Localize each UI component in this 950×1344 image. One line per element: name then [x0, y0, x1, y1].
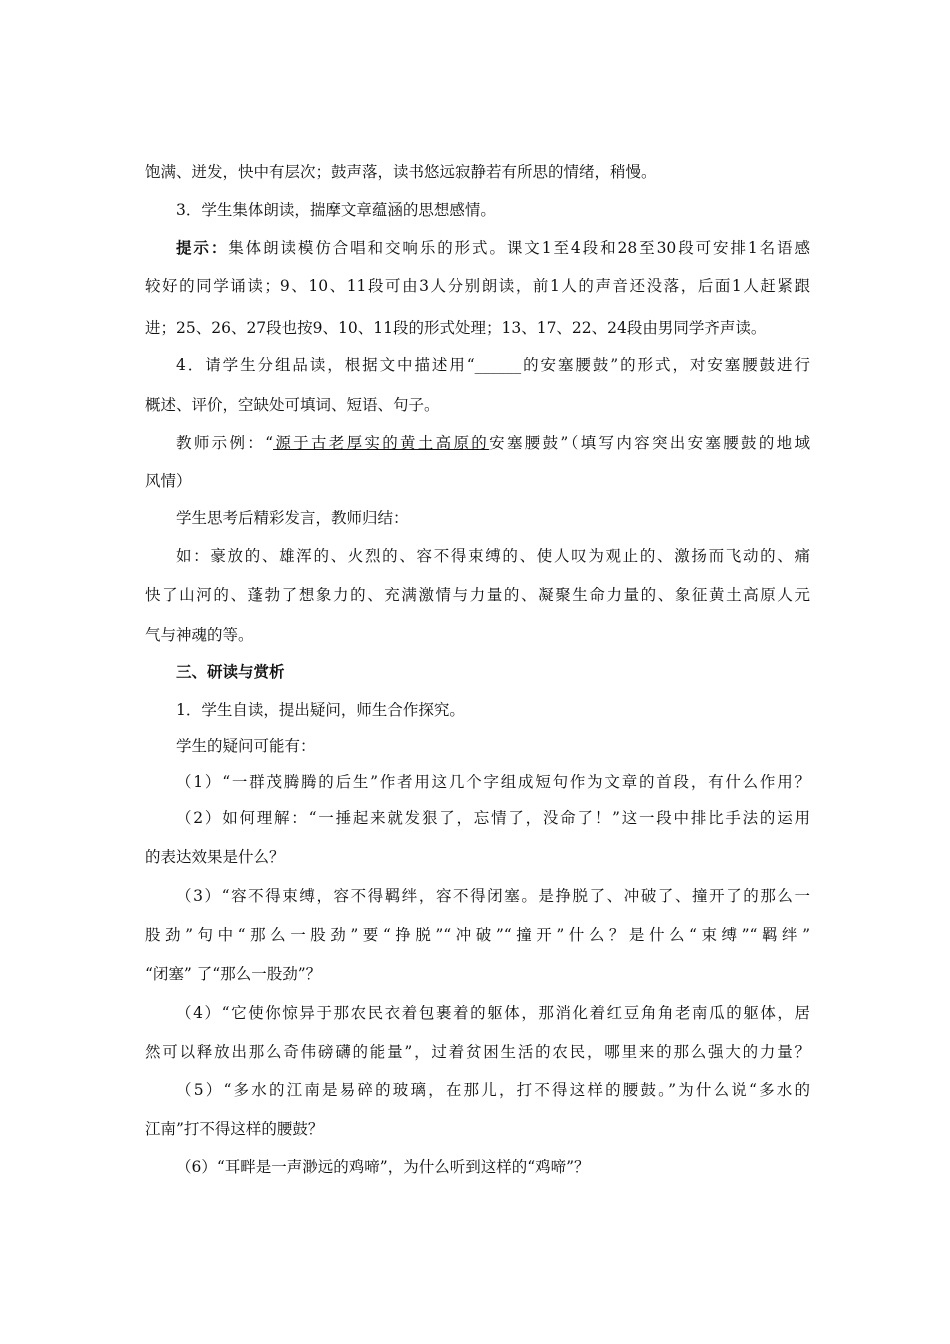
text-line: 学生的疑问可能有： [176, 737, 316, 755]
text-line: （4）“它使你惊异于那农民衣着包裹着的躯体，那消化着红豆角角老南瓜的躯体，居 [176, 1004, 810, 1022]
text-line [176, 238, 810, 258]
text-line: 风情） [145, 472, 192, 490]
text-span: 教师示例：“ [176, 434, 274, 452]
text-line: 3．学生集体朗读，揣摩文章蕴涵的思想感情。 [176, 201, 496, 219]
text-line: 然可以释放出那么奇伟磅礴的能量”，过着贫困生活的农民，哪里来的那么强大的力量？ [145, 1043, 810, 1061]
text-line: 快了山河的、蓬勃了想象力的、充满激情与力量的、凝聚生命力量的、象征黄土高原人元 [145, 586, 810, 604]
text-line: 如：豪放的、雄浑的、火烈的、容不得束缚的、使人叹为观止的、激扬而飞动的、痛 [176, 547, 810, 565]
text-line: （2）如何理解：“一捶起来就发狠了，忘情了，没命了！”这一段中排比手法的运用 [176, 809, 810, 827]
text-line: 江南”打不得这样的腰鼓？ [145, 1120, 324, 1138]
section-heading: 三、研读与赏析 [176, 662, 285, 681]
text-line: 概述、评价，空缺处可填词、短语、句子。 [145, 396, 440, 414]
text-line: （1）“一群茂腾腾的后生”作者用这几个字组成短句作为文章的首段，有什么作用？ [176, 773, 810, 791]
text-line: 进；25、26、27段也按9、10、11段的形式处理；13、17、22、24段由男同学齐声读。 [145, 319, 767, 337]
text-line: 1．学生自读，提出疑问，师生合作探究。 [176, 701, 465, 719]
text-line: 饱满、迸发，快中有层次；鼓声落，读书悠远寂静若有所思的情绪，稍慢。 [145, 163, 657, 181]
text-line [176, 433, 810, 453]
text-line: 股劲”句中“那么一股劲”要“挣脱”“冲破”“撞开”什么？是什么“束缚”“羁绊” [145, 926, 810, 944]
text-line: （3）“容不得束缚，容不得羁绊，容不得闭塞。是挣脱了、冲破了、撞开了的那么一 [176, 887, 810, 905]
text-line: （6）“耳畔是一声渺远的鸡啼”，为什么听到这样的“鸡啼”？ [176, 1158, 590, 1176]
text-line: “闭塞” 了“那么一股劲”？ [145, 965, 322, 983]
text-line: （5）“多水的江南是易碎的玻璃，在那儿，打不得这样的腰鼓。”为什么说“多水的 [176, 1081, 810, 1099]
text-line: 较好的同学诵读；9、10、11段可由3人分别朗读，前1人的声音还没落，后面1人赶紧跟 [145, 277, 810, 295]
hint-label: 提示： [176, 238, 229, 257]
text-line: 学生思考后精彩发言，教师归结： [176, 509, 409, 527]
text-span: 集体朗读模仿合唱和交响乐的形式。课文1至4段和28至30段可安排1名语感 [228, 239, 810, 257]
text-line: 的表达效果是什么？ [145, 848, 285, 866]
text-span: 安塞腰鼓”（填写内容突出安塞腰鼓的地域 [489, 434, 810, 452]
text-line: 4．请学生分组品读，根据文中描述用“______的安塞腰鼓”的形式，对安塞腰鼓进行 [176, 356, 810, 374]
underlined-example: 源于古老厚实的黄土高原的 [273, 434, 490, 452]
text-line: 气与神魂的等。 [145, 626, 254, 644]
